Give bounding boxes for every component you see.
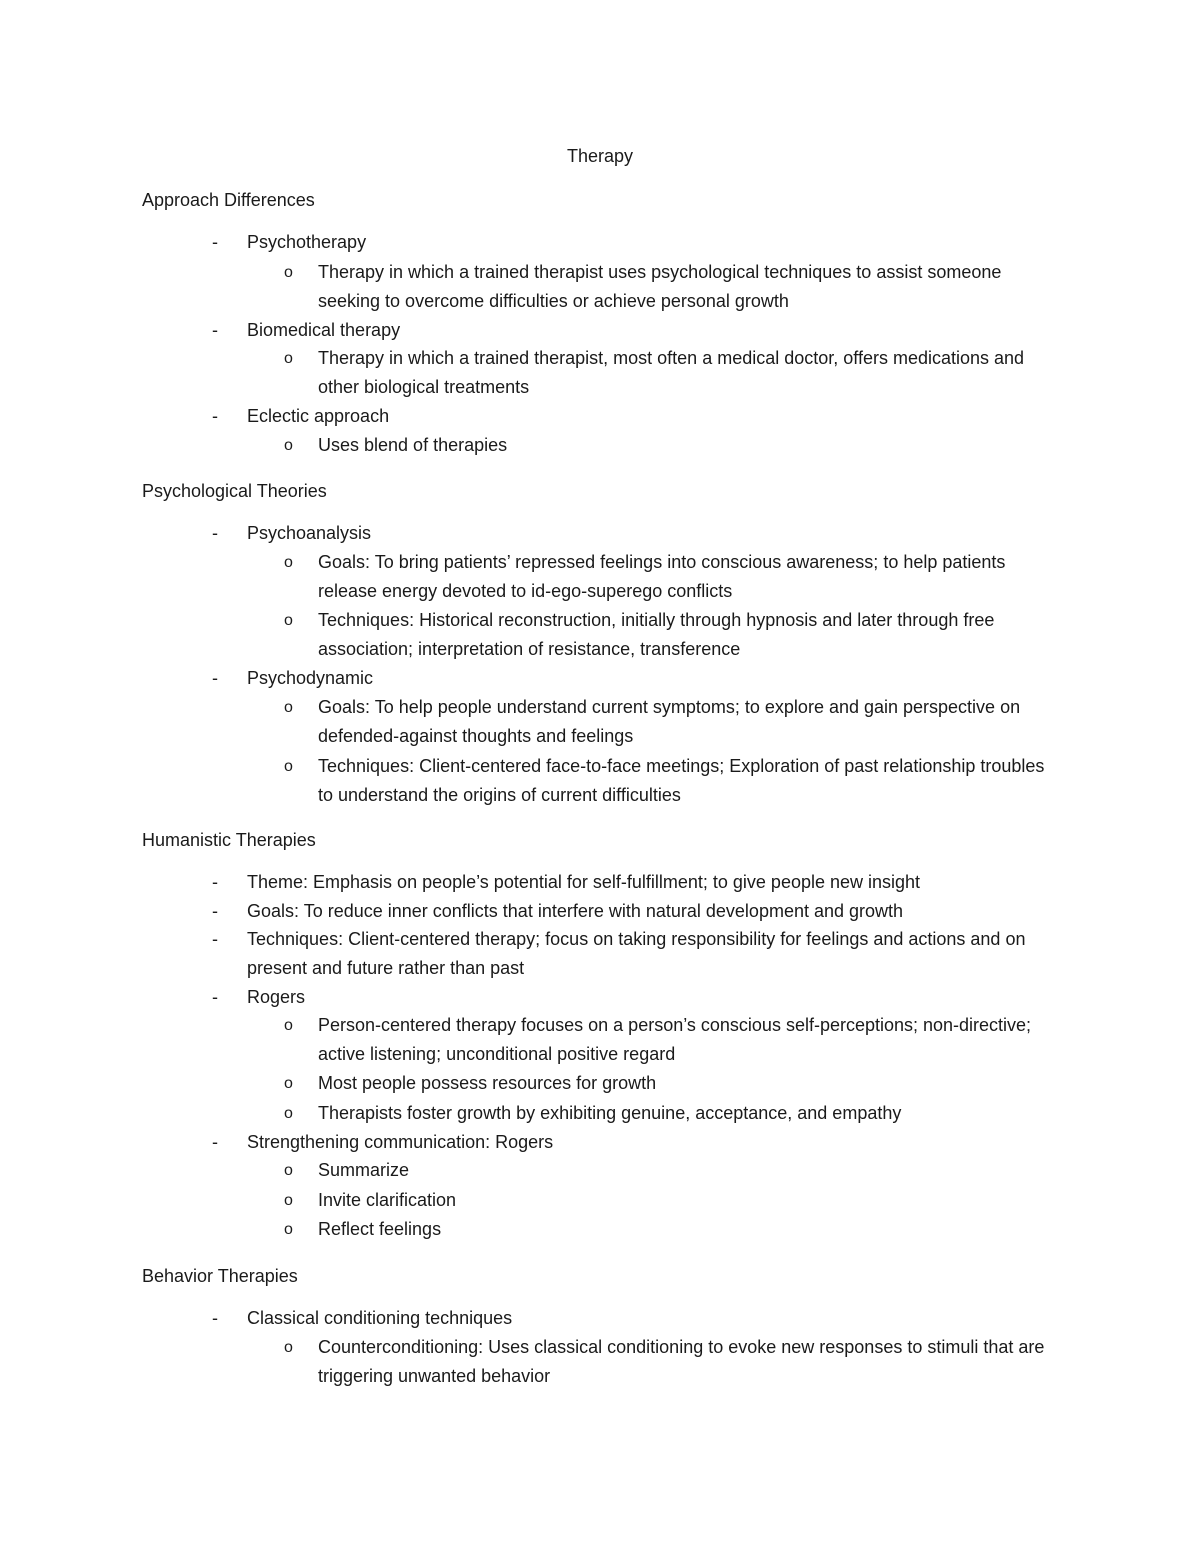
dash-bullet-icon: - — [212, 1132, 218, 1152]
list-item: - Strengthening communication: Rogers — [212, 1128, 1112, 1157]
circle-bullet-icon: o — [284, 1192, 293, 1209]
dash-bullet-icon: - — [212, 668, 218, 688]
circle-bullet-icon: o — [284, 1339, 293, 1356]
circle-bullet-icon: o — [284, 1162, 293, 1179]
list-item: - Psychodynamic — [212, 664, 1112, 693]
circle-bullet-icon: o — [284, 350, 293, 367]
circle-bullet-icon: o — [284, 1075, 293, 1092]
list-item: - Theme: Emphasis on people’s potential for self-fulfillment; to give people new insight — [212, 868, 1112, 897]
sub-list-item: o Techniques: Historical reconstruction, initially through hypnosis and later through free association; interpretation of resistance, transference — [284, 606, 1064, 664]
circle-bullet-icon: o — [284, 1221, 293, 1238]
dash-bullet-icon: - — [212, 232, 218, 252]
list-item: - Goals: To reduce inner conflicts that interfere with natural development and growth — [212, 897, 1112, 926]
sub-list-item: o Goals: To bring patients’ repressed feelings into conscious awareness; to help patients release energy devoted to id-ego-superego conflicts — [284, 548, 1064, 606]
circle-bullet-icon: o — [284, 758, 293, 775]
list-item: - Psychotherapy — [212, 228, 1112, 257]
dash-bullet-icon: - — [212, 406, 218, 426]
dash-bullet-icon: - — [212, 1308, 218, 1328]
sub-list-item: o Therapists foster growth by exhibiting genuine, acceptance, and empathy — [284, 1099, 1064, 1128]
sub-list-item: o Most people possess resources for growth — [284, 1069, 1064, 1098]
circle-bullet-icon: o — [284, 1017, 293, 1034]
list-item: - Psychoanalysis — [212, 519, 1112, 548]
dash-bullet-icon: - — [212, 929, 218, 949]
dash-bullet-icon: - — [212, 901, 218, 921]
dash-bullet-icon: - — [212, 987, 218, 1007]
sub-list-item: o Therapy in which a trained therapist uses psychological techniques to assist someone seeking to overcome difficulties or achieve personal growth — [284, 258, 1064, 316]
circle-bullet-icon: o — [284, 612, 293, 629]
sub-list-item: o Goals: To help people understand current symptoms; to explore and gain perspective on defended-against thoughts and feelings — [284, 693, 1064, 751]
section-heading: Humanistic Therapies — [142, 830, 316, 850]
circle-bullet-icon: o — [284, 554, 293, 571]
circle-bullet-icon: o — [284, 1105, 293, 1122]
sub-list-item: o Summarize — [284, 1156, 1064, 1185]
circle-bullet-icon: o — [284, 437, 293, 454]
sub-list-item: o Invite clarification — [284, 1186, 1064, 1215]
dash-bullet-icon: - — [212, 320, 218, 340]
page-title: Therapy — [566, 146, 634, 166]
sub-list-item: o Techniques: Client-centered face-to-face meetings; Exploration of past relationship troubles to understand the origins of current difficulties — [284, 752, 1064, 810]
sub-list-item: o Therapy in which a trained therapist, most often a medical doctor, offers medications and other biological treatments — [284, 344, 1064, 402]
circle-bullet-icon: o — [284, 264, 293, 281]
sub-list-item: o Reflect feelings — [284, 1215, 1064, 1244]
list-item: - Eclectic approach — [212, 402, 1112, 431]
sub-list-item: o Uses blend of therapies — [284, 431, 1064, 460]
list-item: - Classical conditioning techniques — [212, 1304, 1112, 1333]
section-heading: Psychological Theories — [142, 481, 327, 501]
list-item: - Techniques: Client-centered therapy; focus on taking responsibility for feelings and actions and on present and future rather than past — [212, 925, 1112, 983]
circle-bullet-icon: o — [284, 699, 293, 716]
section-heading: Behavior Therapies — [142, 1266, 298, 1286]
sub-list-item: o Counterconditioning: Uses classical conditioning to evoke new responses to stimuli that are triggering unwanted behavior — [284, 1333, 1064, 1391]
dash-bullet-icon: - — [212, 523, 218, 543]
list-item: - Biomedical therapy — [212, 316, 1112, 345]
section-heading: Approach Differences — [142, 190, 315, 210]
sub-list-item: o Person-centered therapy focuses on a person’s conscious self-perceptions; non-directive; active listening; unconditional positive regard — [284, 1011, 1064, 1069]
list-item: - Rogers — [212, 983, 1112, 1012]
dash-bullet-icon: - — [212, 872, 218, 892]
